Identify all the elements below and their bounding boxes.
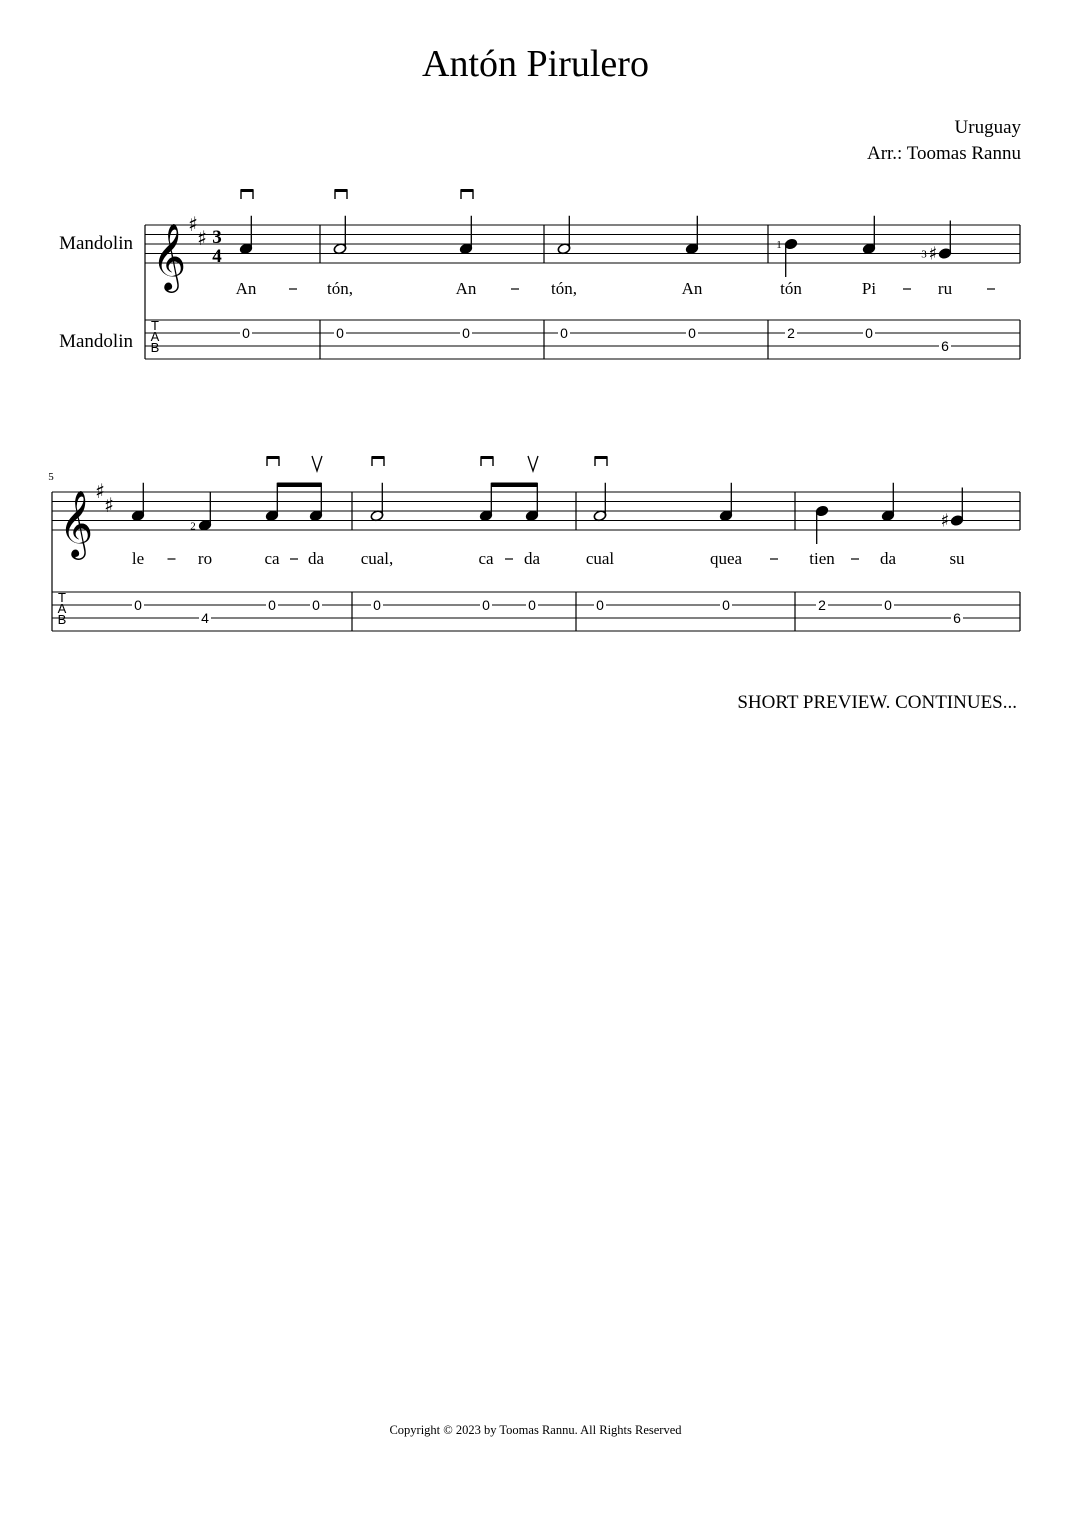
origin-label: Uruguay bbox=[954, 117, 1021, 138]
treble-clef-icon bbox=[59, 489, 93, 560]
tab-fret-number: 0 bbox=[865, 325, 873, 341]
note bbox=[809, 505, 835, 613]
tab-clef-letter: B bbox=[57, 612, 67, 627]
lyric-syllable: tien bbox=[809, 549, 835, 568]
note bbox=[478, 456, 494, 613]
tab-fret-number: 0 bbox=[560, 325, 568, 341]
lyric-syllable: da bbox=[307, 549, 325, 568]
lyric-syllable: Pi bbox=[861, 279, 877, 298]
lyric-syllable: ro bbox=[197, 549, 213, 568]
sharp-accidental-icon: ♯ bbox=[928, 243, 938, 265]
time-signature bbox=[212, 227, 222, 267]
note bbox=[131, 483, 145, 613]
tab-fret-number: 0 bbox=[312, 597, 320, 613]
downstroke-bar bbox=[481, 456, 493, 459]
tab-fret-number: 0 bbox=[722, 597, 730, 613]
tab-fret-number: 6 bbox=[941, 338, 949, 354]
tab-fret-number: 0 bbox=[373, 597, 381, 613]
sharp-f-glyph: ♯ bbox=[95, 479, 105, 503]
sharp-c-glyph: ♯ bbox=[197, 226, 207, 250]
tab-clef-letter: A bbox=[57, 601, 67, 616]
note bbox=[361, 456, 394, 613]
downstroke-bar bbox=[372, 456, 384, 459]
preview-notice: SHORT PREVIEW. CONTINUES... bbox=[737, 692, 1017, 713]
note bbox=[264, 456, 280, 613]
tab-fret-number: 0 bbox=[884, 597, 892, 613]
tab-fret-number: 0 bbox=[336, 325, 344, 341]
lyric-syllable: tón, bbox=[327, 279, 353, 298]
downstroke-bar bbox=[461, 189, 473, 192]
fingering-number: 1 bbox=[776, 239, 782, 251]
note bbox=[491, 456, 540, 613]
lyric-syllable: tón, bbox=[551, 279, 577, 298]
treble-clef-glyph: 𝄞 bbox=[58, 489, 94, 557]
treble-clef-icon bbox=[152, 222, 186, 293]
lyric-syllable: cual bbox=[585, 549, 615, 568]
downstroke-bar bbox=[595, 456, 607, 459]
tab-clef-letter: T bbox=[58, 590, 66, 605]
lyric-syllable: An bbox=[681, 279, 703, 298]
tab-fret-number: 0 bbox=[462, 325, 470, 341]
note bbox=[710, 483, 743, 613]
tab-clef-letter: B bbox=[150, 340, 160, 355]
lyric-syllable: An bbox=[455, 279, 477, 298]
note bbox=[880, 483, 897, 613]
tab-fret-number: 0 bbox=[528, 597, 536, 613]
note bbox=[277, 456, 324, 613]
tab-clef bbox=[58, 590, 67, 627]
score-title: Antón Pirulero bbox=[422, 43, 649, 85]
downstroke-bar bbox=[267, 456, 279, 459]
lyric-syllable: ca bbox=[478, 549, 494, 568]
copyright-notice: Copyright © 2023 by Toomas Rannu. All Rights Reserved bbox=[389, 1423, 682, 1437]
upstroke-icon bbox=[528, 456, 538, 471]
time-signature-bottom: 4 bbox=[212, 246, 222, 267]
measure-number: 5 bbox=[48, 471, 54, 483]
tab-fret-number: 2 bbox=[787, 325, 795, 341]
lyric-syllable: ca bbox=[264, 549, 280, 568]
tab-clef-letter: T bbox=[151, 318, 159, 333]
arranger-label: Arr.: Toomas Rannu bbox=[866, 143, 1021, 164]
note bbox=[236, 189, 257, 341]
note bbox=[190, 492, 212, 626]
note bbox=[456, 189, 477, 341]
downstroke-bar bbox=[241, 189, 253, 192]
upstroke-icon bbox=[312, 456, 322, 471]
tab-fret-number: 4 bbox=[201, 610, 209, 626]
treble-clef-glyph: 𝄞 bbox=[151, 222, 187, 290]
lyric-syllable: da bbox=[879, 549, 897, 568]
lyric-syllable: ru bbox=[937, 279, 953, 298]
tab-fret-number: 0 bbox=[242, 325, 250, 341]
tab-fret-number: 6 bbox=[953, 610, 961, 626]
lyric-syllable: da bbox=[523, 549, 541, 568]
lyric-syllable: tón bbox=[780, 279, 802, 298]
note bbox=[586, 456, 615, 613]
lyric-syllable: su bbox=[949, 549, 965, 568]
tab-clef-letter: A bbox=[150, 329, 160, 344]
sharp-f-glyph: ♯ bbox=[188, 212, 198, 236]
sharp-c-glyph: ♯ bbox=[104, 493, 114, 517]
tab-fret-number: 0 bbox=[134, 597, 142, 613]
sharp-accidental-icon: ♯ bbox=[940, 510, 950, 532]
system-2 bbox=[48, 456, 1020, 631]
downstroke-bar bbox=[335, 189, 347, 192]
time-signature-top: 3 bbox=[212, 227, 222, 248]
tab-instrument-label: Mandolin bbox=[59, 331, 133, 352]
tab-fret-number: 0 bbox=[482, 597, 490, 613]
system-1 bbox=[59, 189, 1020, 359]
lyric-syllable: le bbox=[131, 549, 145, 568]
staff-instrument-label: Mandolin bbox=[59, 233, 133, 254]
note bbox=[327, 189, 353, 341]
tab-fret-number: 2 bbox=[818, 597, 826, 613]
fingering-number: 3 bbox=[921, 248, 927, 261]
tab-fret-number: 0 bbox=[268, 597, 276, 613]
note bbox=[921, 221, 952, 355]
fingering-number: 2 bbox=[190, 520, 196, 533]
tab-clef bbox=[151, 318, 160, 355]
lyric-syllable: An bbox=[235, 279, 257, 298]
lyric-syllable: cual, bbox=[360, 549, 394, 568]
lyric-syllable: quea bbox=[709, 549, 743, 568]
tab-fret-number: 0 bbox=[596, 597, 604, 613]
tab-fret-number: 0 bbox=[688, 325, 696, 341]
